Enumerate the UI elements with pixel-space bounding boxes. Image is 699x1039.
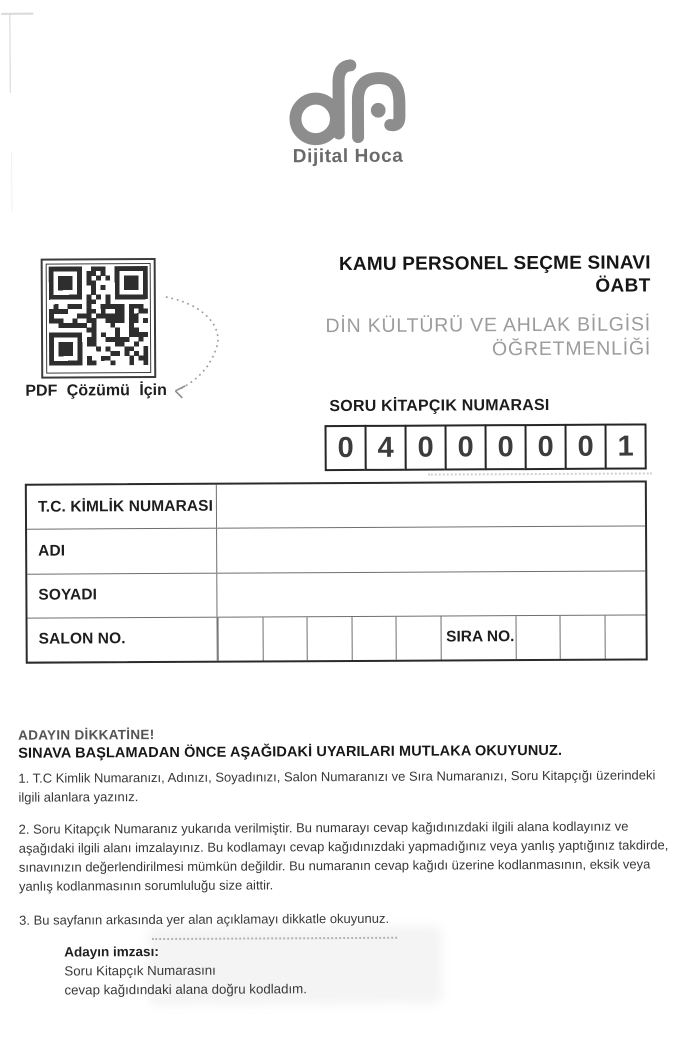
booklet-digit: 0: [485, 424, 527, 470]
qr-code-icon: [49, 266, 149, 366]
exam-subject-line2: ÖĞRETMENLİĞİ: [491, 337, 652, 361]
sira-no-cell: [515, 616, 560, 659]
adi-label: ADI: [27, 529, 217, 573]
salon-no-label: SALON NO.: [28, 617, 218, 661]
notice-subheading: SINAVA BAŞLAMADAN ÖNCE AŞAĞIDAKİ UYARILARI MUTLAKA OKUYUNUZ.: [18, 742, 563, 762]
signature-statement-line1: Soru Kitapçık Numarasını: [64, 962, 216, 979]
logo-monogram-icon: [273, 58, 423, 151]
adi-field: [217, 527, 645, 572]
soyadi-label: SOYADI: [27, 573, 217, 617]
candidate-info-table: [25, 480, 648, 663]
salon-no-cell: [218, 617, 263, 660]
booklet-number-boxes: [325, 423, 647, 471]
salon-no-cell: [307, 617, 352, 660]
salon-no-cell: [396, 616, 441, 659]
booklet-digit: 0: [445, 424, 487, 470]
table-row: [27, 526, 645, 573]
salon-no-cell: [351, 617, 396, 660]
signature-statement-line2: cevap kağıdındaki alana doğru kodladım.: [64, 981, 307, 998]
notice-item-1: 1. T.C Kimlik Numaranızı, Adınızı, Soyadınızı, Salon Numaranızı ve Sıra Numaranızı, Soru Kitapçığı üzerindeki ilgili alanlara yazınız.: [18, 767, 656, 805]
scan-corner-mark: [9, 15, 10, 93]
tc-kimlik-label: T.C. KİMLİK NUMARASI: [27, 485, 217, 529]
sira-no-label: SIRA NO.: [440, 616, 515, 660]
exam-subject-line1: DİN KÜLTÜRÜ VE AHLAK BİLGİSİ: [325, 313, 652, 338]
booklet-digit: 0: [525, 424, 567, 470]
booklet-digit: 4: [365, 425, 407, 471]
scan-dash-artifact: [428, 472, 652, 475]
booklet-digit: 1: [605, 423, 647, 469]
booklet-number-label: SORU KİTAPÇIK NUMARASI: [329, 396, 550, 416]
notice-item-3: 3. Bu sayfanın arkasında yer alan açıklamayı dikkatle okuyunuz.: [19, 910, 390, 928]
booklet-digit: 0: [405, 424, 447, 470]
soyadi-field: [217, 571, 645, 616]
exam-title: KAMU PERSONEL SEÇME SINAVI: [338, 252, 651, 276]
notice-item-2: 2. Soru Kitapçık Numaranız yukarıda verilmiştir. Bu numarayı cevap kağıdınızdaki ilgili alana kodlayınız ve aşağıdaki ilgili alanı imzalayınız. Bu kodlamayı cevap kağıdınızdaki yapmadığınız veya yanlış yaptığınız takdirde, sınavınızın değerlendirilmesi mümkün değildir. Bu numaranın cevap kağıdı üzerine kodlanmasının, eksik veya yanlış kodlanmasının sorumluluğu size aittir.: [18, 818, 669, 894]
exam-title-abbrev: ÖABT: [595, 275, 651, 297]
table-row: [27, 482, 645, 528]
booklet-digit: 0: [325, 425, 367, 471]
scan-corner-mark: [1, 13, 33, 15]
table-row: [28, 614, 646, 661]
signature-block: [64, 941, 307, 999]
signature-title: Adayın imzası:: [64, 944, 159, 960]
tc-kimlik-field: [217, 482, 645, 527]
sira-no-cell: [604, 615, 646, 658]
brand-name: Dijital Hoca: [292, 145, 404, 168]
table-row: [27, 570, 645, 617]
notice-section: [18, 724, 681, 929]
booklet-digit: 0: [565, 424, 607, 470]
qr-caption: PDF Çözümü İçin: [25, 381, 167, 400]
qr-code-inner-frame: [46, 263, 152, 374]
qr-code-frame: [41, 258, 157, 379]
notice-heading: ADAYIN DİKKATİNE!: [18, 727, 155, 743]
dijital-hoca-logo: [266, 58, 431, 169]
salon-no-cell: [262, 617, 307, 660]
scan-corner-mark: [11, 152, 12, 212]
sira-no-cell: [560, 615, 605, 658]
